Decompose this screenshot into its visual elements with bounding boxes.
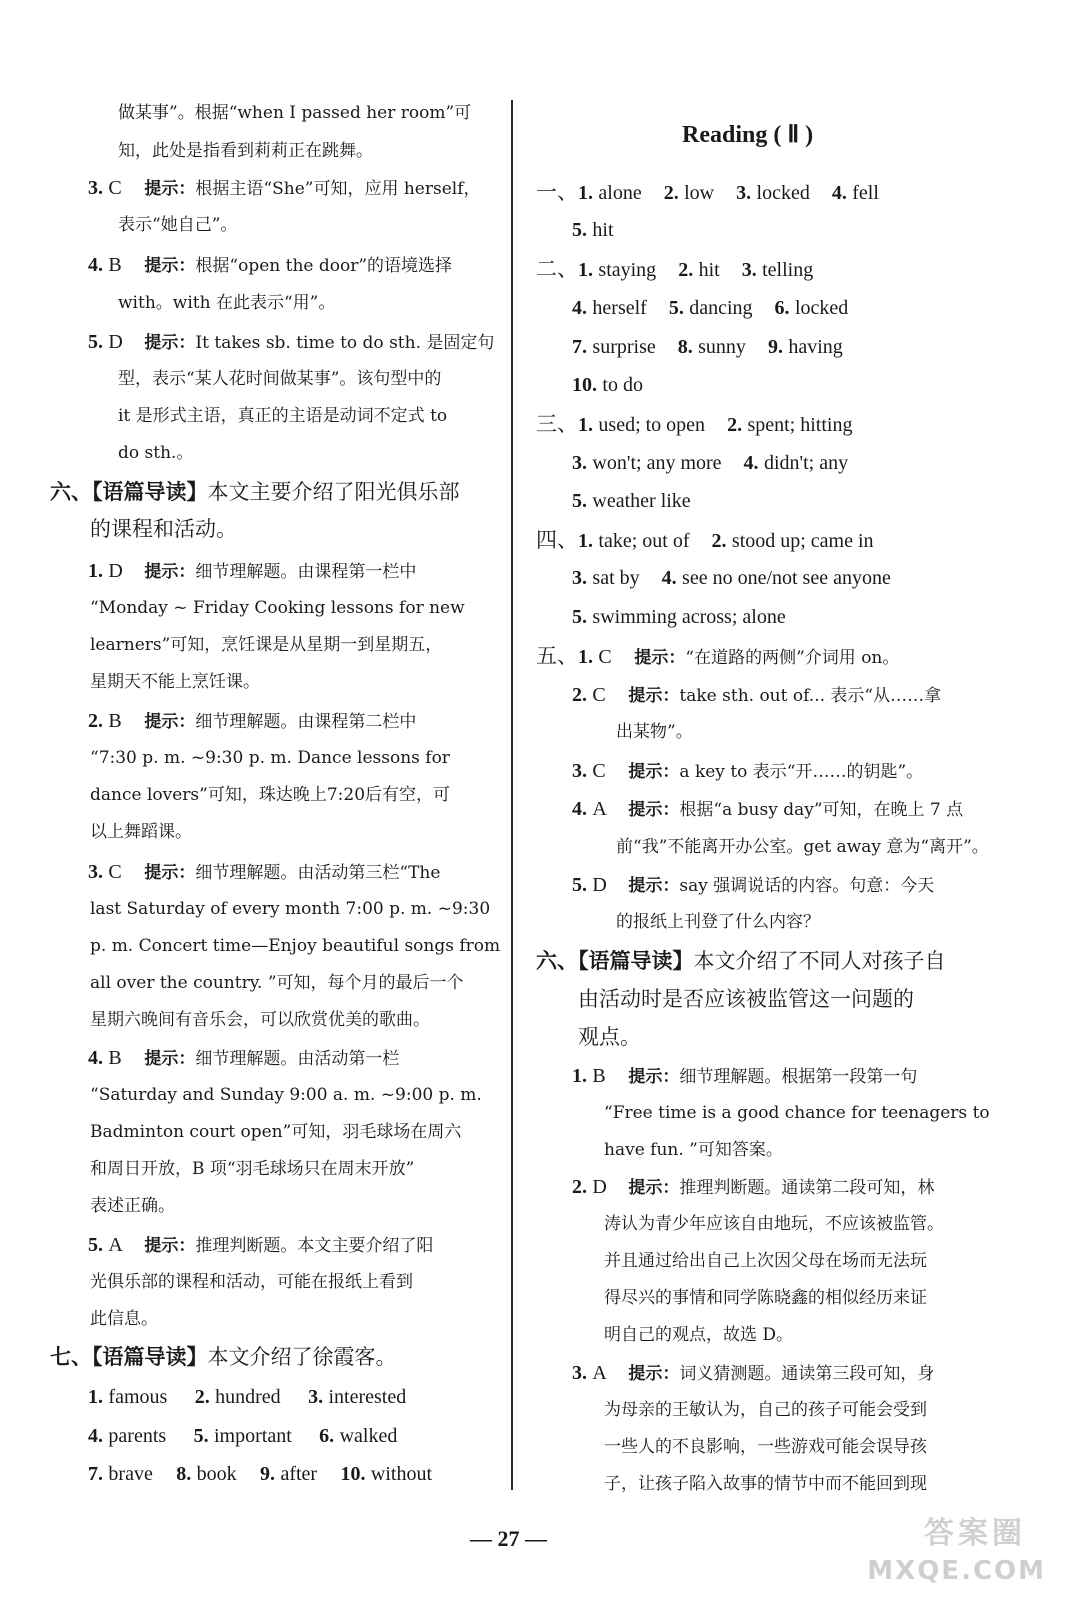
answer-row: 5. weather like [572, 490, 691, 512]
answer-row: 3. sat by 4. see no one/not see anyone [572, 567, 891, 589]
answer-item: 3. C 提示：细节理解题。由活动第三栏“The [88, 861, 441, 883]
text-line: “7:30 p. m. ~9:30 p. m. Dance lessons for [90, 748, 450, 768]
answer-row: 二、1. staying 2. hit 3. telling [536, 257, 814, 281]
text-line: 一些人的不良影响，一些游戏可能会误导孩 [604, 1437, 927, 1457]
answer-item: 4. A 提示：根据“a busy day”可知，在晚上 7 点 [572, 798, 964, 820]
text-line: learners”可知，烹饪课是从星期一到星期五， [90, 635, 443, 655]
answer-item: 3. A 提示：词义猜测题。通读第三段可知，身 [572, 1362, 935, 1384]
text-line: 此信息。 [90, 1309, 158, 1329]
text-line: 做某事”。根据“when I passed her room”可 [118, 103, 472, 123]
text-line: 的课程和活动。 [90, 517, 237, 541]
answer-row: 10. to do [572, 374, 643, 396]
text-line: 表述正确。 [90, 1196, 175, 1216]
text-line: 表示“她自己”。 [118, 215, 238, 235]
answer-row: 四、1. take; out of 2. stood up; came in [536, 528, 874, 552]
text-line: 子，让孩子陷入故事的情节中而不能回到现 [604, 1474, 927, 1494]
page-number: — 27 — [470, 1526, 547, 1551]
answer-row: 7. brave 8. book 9. after 10. without [88, 1463, 433, 1485]
text-line: 知，此处是指看到莉莉正在跳舞。 [118, 141, 373, 161]
answer-row: 一、1. alone 2. low 3. locked 4. fell [536, 180, 879, 204]
answer-row: 三、1. used; to open 2. spent; hitting [536, 412, 853, 436]
text-line: “Free time is a good chance for teenagers to [604, 1103, 990, 1123]
answer-item: 5. A 提示：推理判断题。本文主要介绍了阳 [88, 1234, 434, 1256]
text-line: Badminton court open”可知，羽毛球场在周六 [90, 1122, 462, 1142]
watermark-logo: 答案圈 [924, 1516, 1026, 1551]
text-line: p. m. Concert time—Enjoy beautiful songs from [90, 936, 501, 956]
answer-row: 4. herself 5. dancing 6. locked [572, 297, 849, 319]
answer-row: 1. famous 2. hundred 3. interested [88, 1386, 407, 1408]
text-line: 和周日开放，B 项“羽毛球场只在周末开放” [90, 1159, 415, 1179]
answer-item: 5. D 提示：say 强调说话的内容。句意：今天 [572, 874, 935, 896]
answer-item: 五、1. C 提示：“在道路的两侧”介词用 on。 [536, 644, 900, 668]
text-line: 前“我”不能离开办公室。get away 意为“离开”。 [616, 837, 989, 857]
section-heading: 七、【语篇导读】本文介绍了徐霞客。 [50, 1345, 397, 1369]
answer-item: 5. D 提示：It takes sb. time to do sth. 是固定句 [88, 331, 495, 353]
answer-item: 3. C 提示：根据主语“She”可知，应用 herself， [88, 177, 481, 199]
section-title: Reading ( Ⅱ ) [682, 122, 814, 148]
text-line: last Saturday of every month 7:00 p. m. ~9:30 [90, 899, 491, 919]
text-line: 得尽兴的事情和同学陈晓鑫的相似经历来证 [604, 1288, 927, 1308]
text-line: it 是形式主语，真正的主语是动词不定式 to [118, 406, 448, 426]
answer-row: 5. hit [572, 219, 614, 241]
text-line: 并且通过给出自己上次因父母在场而无法玩 [604, 1251, 927, 1271]
answer-row: 7. surprise 8. sunny 9. having [572, 336, 843, 358]
answer-item: 1. D 提示：细节理解题。由课程第一栏中 [88, 560, 417, 582]
answer-item: 3. C 提示：a key to 表示“开……的钥匙”。 [572, 760, 924, 782]
text-line: “Monday ~ Friday Cooking lessons for new [90, 598, 465, 618]
text-line: 出某物”。 [616, 722, 693, 742]
answer-item: 2. B 提示：细节理解题。由课程第二栏中 [88, 710, 417, 732]
answer-item: 1. B 提示：细节理解题。根据第一段第一句 [572, 1065, 918, 1087]
column-divider [511, 100, 513, 1490]
answer-row: 4. parents 5. important 6. walked [88, 1425, 398, 1447]
answer-item: 4. B 提示：细节理解题。由活动第一栏 [88, 1047, 400, 1069]
text-line: have fun. ”可知答案。 [604, 1140, 783, 1160]
answer-row: 3. won't; any more 4. didn't; any [572, 452, 849, 474]
text-line: 光俱乐部的课程和活动，可能在报纸上看到 [90, 1272, 413, 1292]
text-line: 涛认为青少年应该自由地玩，不应该被监管。 [604, 1214, 944, 1234]
answer-item: 2. C 提示：take sth. out of... 表示“从……拿 [572, 684, 942, 706]
text-line: 观点。 [578, 1025, 641, 1049]
answer-item: 2. D 提示：推理判断题。通读第二段可知，林 [572, 1176, 935, 1198]
text-line: all over the country. ”可知，每个月的最后一个 [90, 973, 464, 993]
text-line: 的报纸上刊登了什么内容？ [616, 912, 820, 932]
answer-item: 4. B 提示：根据“open the door”的语境选择 [88, 254, 453, 276]
text-line: 型，表示“某人花时间做某事”。该句型中的 [118, 369, 442, 389]
section-heading: 六、【语篇导读】本文主要介绍了阳光俱乐部 [50, 480, 460, 504]
text-line: do sth.。 [118, 443, 194, 463]
watermark-url: MXQE.COM [867, 1556, 1046, 1586]
text-line: dance lovers”可知，珠达晚上7:20后有空，可 [90, 785, 451, 805]
section-heading: 六、【语篇导读】本文介绍了不同人对孩子自 [536, 949, 946, 973]
text-line: 为母亲的王敏认为，自己的孩子可能会受到 [604, 1400, 927, 1420]
answer-row: 5. swimming across; alone [572, 606, 786, 628]
text-line: 以上舞蹈课。 [90, 822, 192, 842]
text-line: with。with 在此表示“用”。 [118, 293, 336, 313]
text-line: 星期天不能上烹饪课。 [90, 672, 260, 692]
text-line: 由活动时是否应该被监管这一问题的 [578, 987, 914, 1011]
text-line: “Saturday and Sunday 9:00 a. m. ~9:00 p. m. [90, 1085, 482, 1105]
text-line: 星期六晚间有音乐会，可以欣赏优美的歌曲。 [90, 1010, 430, 1030]
text-line: 明自己的观点，故选 D。 [604, 1325, 794, 1345]
